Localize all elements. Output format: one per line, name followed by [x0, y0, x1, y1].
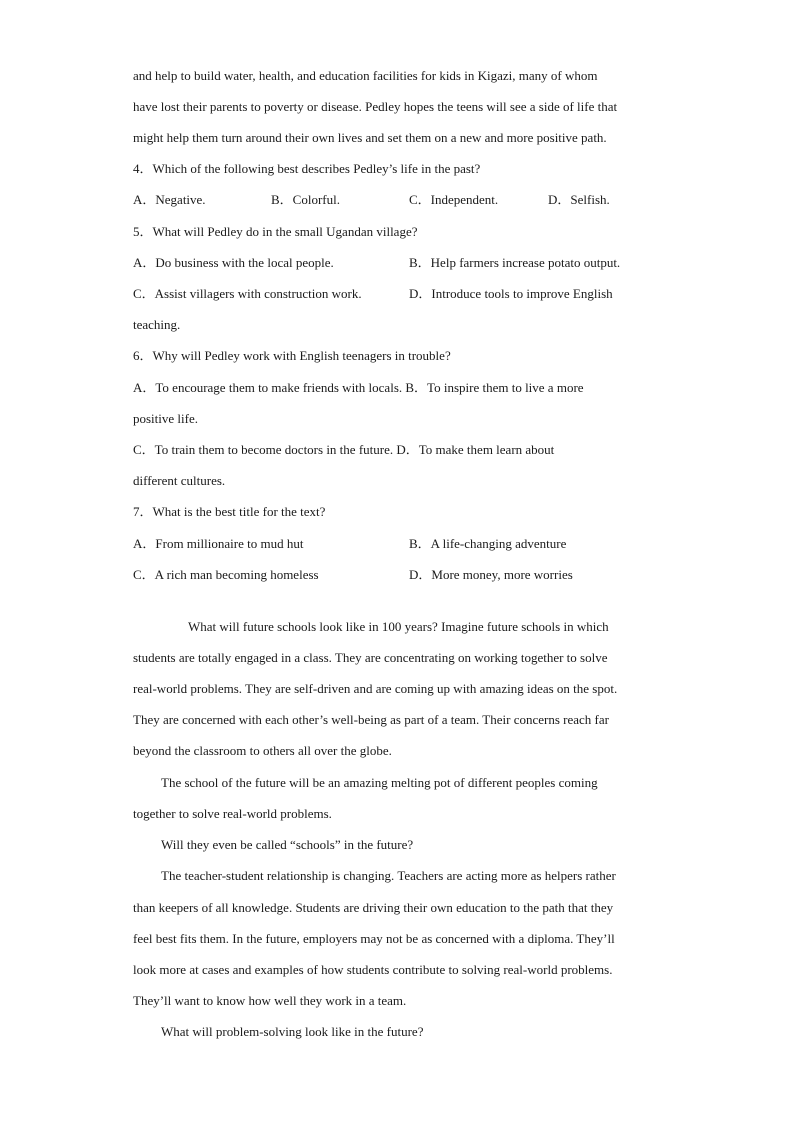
passage2-line: real-world problems. They are self-driven and are coming up with amazing ideas on the spot.: [133, 681, 618, 696]
question-5-option-b: B．Help farmers increase potato output.: [409, 255, 621, 270]
passage-line: have lost their parents to poverty or disease. Pedley hopes the teens will see a side of life that: [133, 99, 618, 114]
passage2-line: The school of the future will be an amazing melting pot of different peoples coming: [161, 775, 598, 790]
question-6-options-ab: A．To encourage them to make friends with locals. B．To inspire them to live a more: [133, 380, 584, 395]
question-7-option-d: D．More money, more worries: [409, 567, 573, 582]
question-5-option-a: A．Do business with the local people.: [133, 255, 334, 270]
question-4-option-c: C．Independent.: [409, 192, 499, 207]
passage2-line: The teacher-student relationship is changing. Teachers are acting more as helpers rather: [161, 868, 616, 883]
question-4-option-a: A．Negative.: [133, 192, 206, 207]
question-6-option-d-continuation: different cultures.: [133, 473, 226, 488]
passage2-line: than keepers of all knowledge. Students are driving their own education to the path that they: [133, 900, 614, 915]
passage2-line: Will they even be called “schools” in the future?: [161, 837, 414, 852]
passage2-line: look more at cases and examples of how students contribute to solving real-world problems.: [133, 962, 613, 977]
passage2-line: together to solve real-world problems.: [133, 806, 332, 821]
passage2-line: What will problem-solving look like in the future?: [161, 1024, 424, 1039]
question-4-option-d: D．Selfish.: [548, 192, 610, 207]
question-4-stem: 4．Which of the following best describes Pedley’s life in the past?: [133, 161, 481, 176]
question-7-option-a: A．From millionaire to mud hut: [133, 536, 304, 551]
question-4-option-b: B．Colorful.: [271, 192, 340, 207]
passage2-line: They are concerned with each other’s well-being as part of a team. Their concerns reach far: [133, 712, 609, 727]
passage-line: and help to build water, health, and education facilities for kids in Kigazi, many of whom: [133, 68, 598, 83]
question-7-option-c: C．A rich man becoming homeless: [133, 567, 319, 582]
passage-line: might help them turn around their own lives and set them on a new and more positive path.: [133, 130, 607, 145]
question-6-options-cd: C．To train them to become doctors in the future. D．To make them learn about: [133, 442, 555, 457]
question-6-option-b-continuation: positive life.: [133, 411, 198, 426]
question-5-stem: 5．What will Pedley do in the small Ugandan village?: [133, 224, 418, 239]
question-5-option-c: C．Assist villagers with construction work.: [133, 286, 362, 301]
question-6-stem: 6．Why will Pedley work with English teenagers in trouble?: [133, 348, 451, 363]
question-7-option-b: B．A life-changing adventure: [409, 536, 567, 551]
passage2-line: beyond the classroom to others all over the globe.: [133, 743, 392, 758]
question-7-stem: 7．What is the best title for the text?: [133, 504, 326, 519]
passage2-line: They’ll want to know how well they work in a team.: [133, 993, 407, 1008]
passage2-line: What will future schools look like in 100 years? Imagine future schools in which: [188, 619, 609, 634]
question-5-option-d-continuation: teaching.: [133, 317, 181, 332]
passage2-line: students are totally engaged in a class. They are concentrating on working together to solve: [133, 650, 608, 665]
question-5-option-d: D．Introduce tools to improve English: [409, 286, 613, 301]
passage2-line: feel best fits them. In the future, employers may not be as concerned with a diploma. They’ll: [133, 931, 615, 946]
